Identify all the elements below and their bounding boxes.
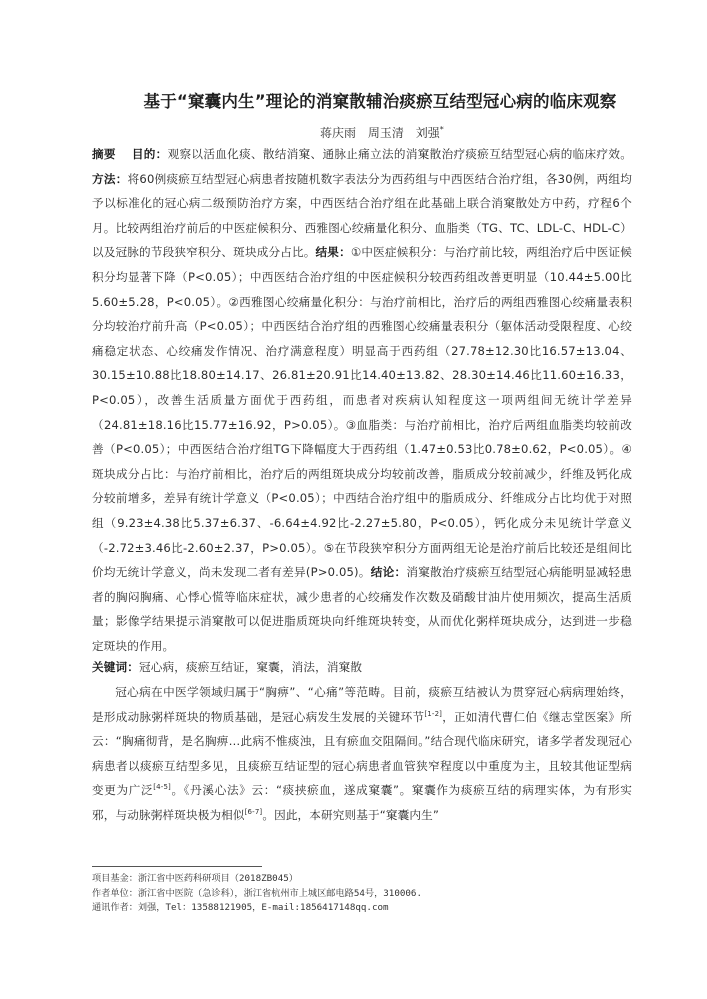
footnote-divider [92, 866, 262, 867]
author-name: 蒋庆雨 [320, 126, 357, 140]
results-label: 结果： [315, 245, 351, 260]
methods-text: 将60例痰瘀互结型冠心病患者按随机数字表法分为西药组与中西医结合治疗组，各30例，两组均予以标准化的冠心病二级预防治疗方案，中西医结合治疗组在此基础上联合消窠散处方中药，疗程6个月。比较两组治疗前后的中医症候积分、西雅图心绞痛量化积分、血脂类（TG、TC、LDL-C、HDL-C）以及冠脉的节段狭窄积分、斑块成分占比。 [92, 171, 633, 260]
footnote-funding: 项目基金：浙江省中医药科研项目（2018ZB045） [92, 873, 298, 884]
citation-ref: [6-7] [244, 808, 263, 817]
methods-label: 方法： [92, 171, 128, 186]
footnote-affiliation: 作者单位：浙江省中医院（急诊科），浙江省杭州市上城区邮电路54号，310006. [92, 887, 422, 899]
objective-text: 观察以活血化痰、散结消窠、通脉止痛立法的消窠散治疗痰瘀互结型冠心病的临床疗效。 [167, 147, 632, 161]
body-paragraph [92, 680, 632, 828]
author-name-corresponding: 刘强* [415, 125, 444, 140]
author-name: 周玉清 [367, 126, 404, 140]
objective-label: 目的： [131, 147, 168, 161]
results-text: ①中医症候积分：与治疗前比较，两组治疗后中医证候积分均显著下降（P<0.05）；中西医结合治疗组的中医症候积分较西药组改善更明显（10.44±5.00比5.60±5.28，P<0.05）。②西雅图心绞痛量化积分：与治疗前相比，治疗后的两组西雅图心绞痛量表积分均较治疗前升高（P<0.05）；中西医结合治疗组的西雅图心绞痛量表积分（躯体活动受限程度、心绞痛稳定状态、心绞痛发作情况、治疗满意程度）明显高于西药组（27.78±12.30比16.57±13.04、30.15±10.88比18.80±14.17、26.81±20.91比14.40±13.82、28.30±14.46比11.60±16.33，P<0.05），改善生活质量方面优于西药组，而患者对疾病认知程度这一项两组间无统计学差异（24.81±18.16比15.77±16.92，P>0.05）。③血脂类：与治疗前相比，治疗后两组血脂类均较前改善（P<0.05）；中西医结合治疗组TG下降幅度大于西药组（1.47±0.53比0.78±0.62，P<0.05）。④斑块成分占比：与治疗前相比，治疗后的两组斑块成分均较前改善，脂质成分较前减少，纤维及钙化成分较前增多，差异有统计学意义（P<0.05）；中西结合治疗组中的脂质成分、纤维成分占比均优于对照组（9.23±4.38比5.37±6.37、-6.64±4.92比-2.27±5.80，P<0.05），钙化成分未见统计学意义（-2.72±3.46比-2.60±2.37，P>0.05）。⑤在节段狭窄积分方面两组无论是治疗前后比较还是组间比价均无统计学意义，尚未发现二者有差异(P>0.05)。 [92, 245, 632, 580]
citation-ref: [4-5] [153, 783, 171, 792]
abstract-label: 摘要 [92, 147, 116, 161]
footnote-corresponding: 通讯作者：刘强，Tel：13588121905，E-mail:1856417148qq.com [92, 902, 389, 913]
keywords-text: 冠心病，痰瘀互结证，窠囊，消法，消窠散 [138, 660, 363, 674]
footnotes [92, 872, 612, 916]
keywords [92, 655, 632, 680]
paper-title: 基于“窠囊内生”理论的消窠散辅治痰瘀互结型冠心病的临床观察 [143, 92, 617, 111]
conclusion-label: 结论： [370, 565, 407, 580]
keywords-label: 关键词： [92, 660, 139, 674]
author-line [320, 124, 520, 141]
citation-ref: [1-2] [424, 709, 443, 718]
corresponding-author-mark: * [439, 125, 444, 134]
body-text-segment: 。因此，本研究则基于“窠囊内生” [262, 807, 440, 822]
body-text-segment: ，正如清代曹仁伯《继志堂医案》所云：“胸痛彻背，是名胸痹…此病不惟痰浊，且有瘀血交阻隔间。”结合现代临床研究，诸多学者发现冠心病患者以痰瘀互结型多见，且痰瘀互结证型的冠心病患者血管狭窄程度以中重度为主，且较其他证型病变更为广泛 [92, 709, 633, 798]
body-text-segment: 冠心病在中医学领域归属于“胸痹”、“心痛”等范畴。目前，痰瘀互结被认为贯穿冠心病病理始终，是形成动脉粥样斑块的物质基础，是冠心病发生发展的关键环节 [92, 685, 632, 724]
conclusion-text: 消窠散治疗痰瘀互结型冠心病能明显减轻患者的胸闷胸痛、心悸心慌等临床症状，减少患者的心绞痛发作次数及硝酸甘油片使用频次，提高生活质量；影像学结果提示消窠散可以促进脂质斑块向纤维斑块转变，从而优化粥样斑块成分，达到进一步稳定斑块的作用。 [92, 565, 633, 653]
abstract [92, 142, 632, 658]
body-text-segment: 。《丹溪心法》云：“痰挟瘀血，遂成窠囊”。窠囊作为痰瘀互结的病理实体，为有形实邪，与动脉粥样斑块极为相似 [92, 783, 632, 822]
